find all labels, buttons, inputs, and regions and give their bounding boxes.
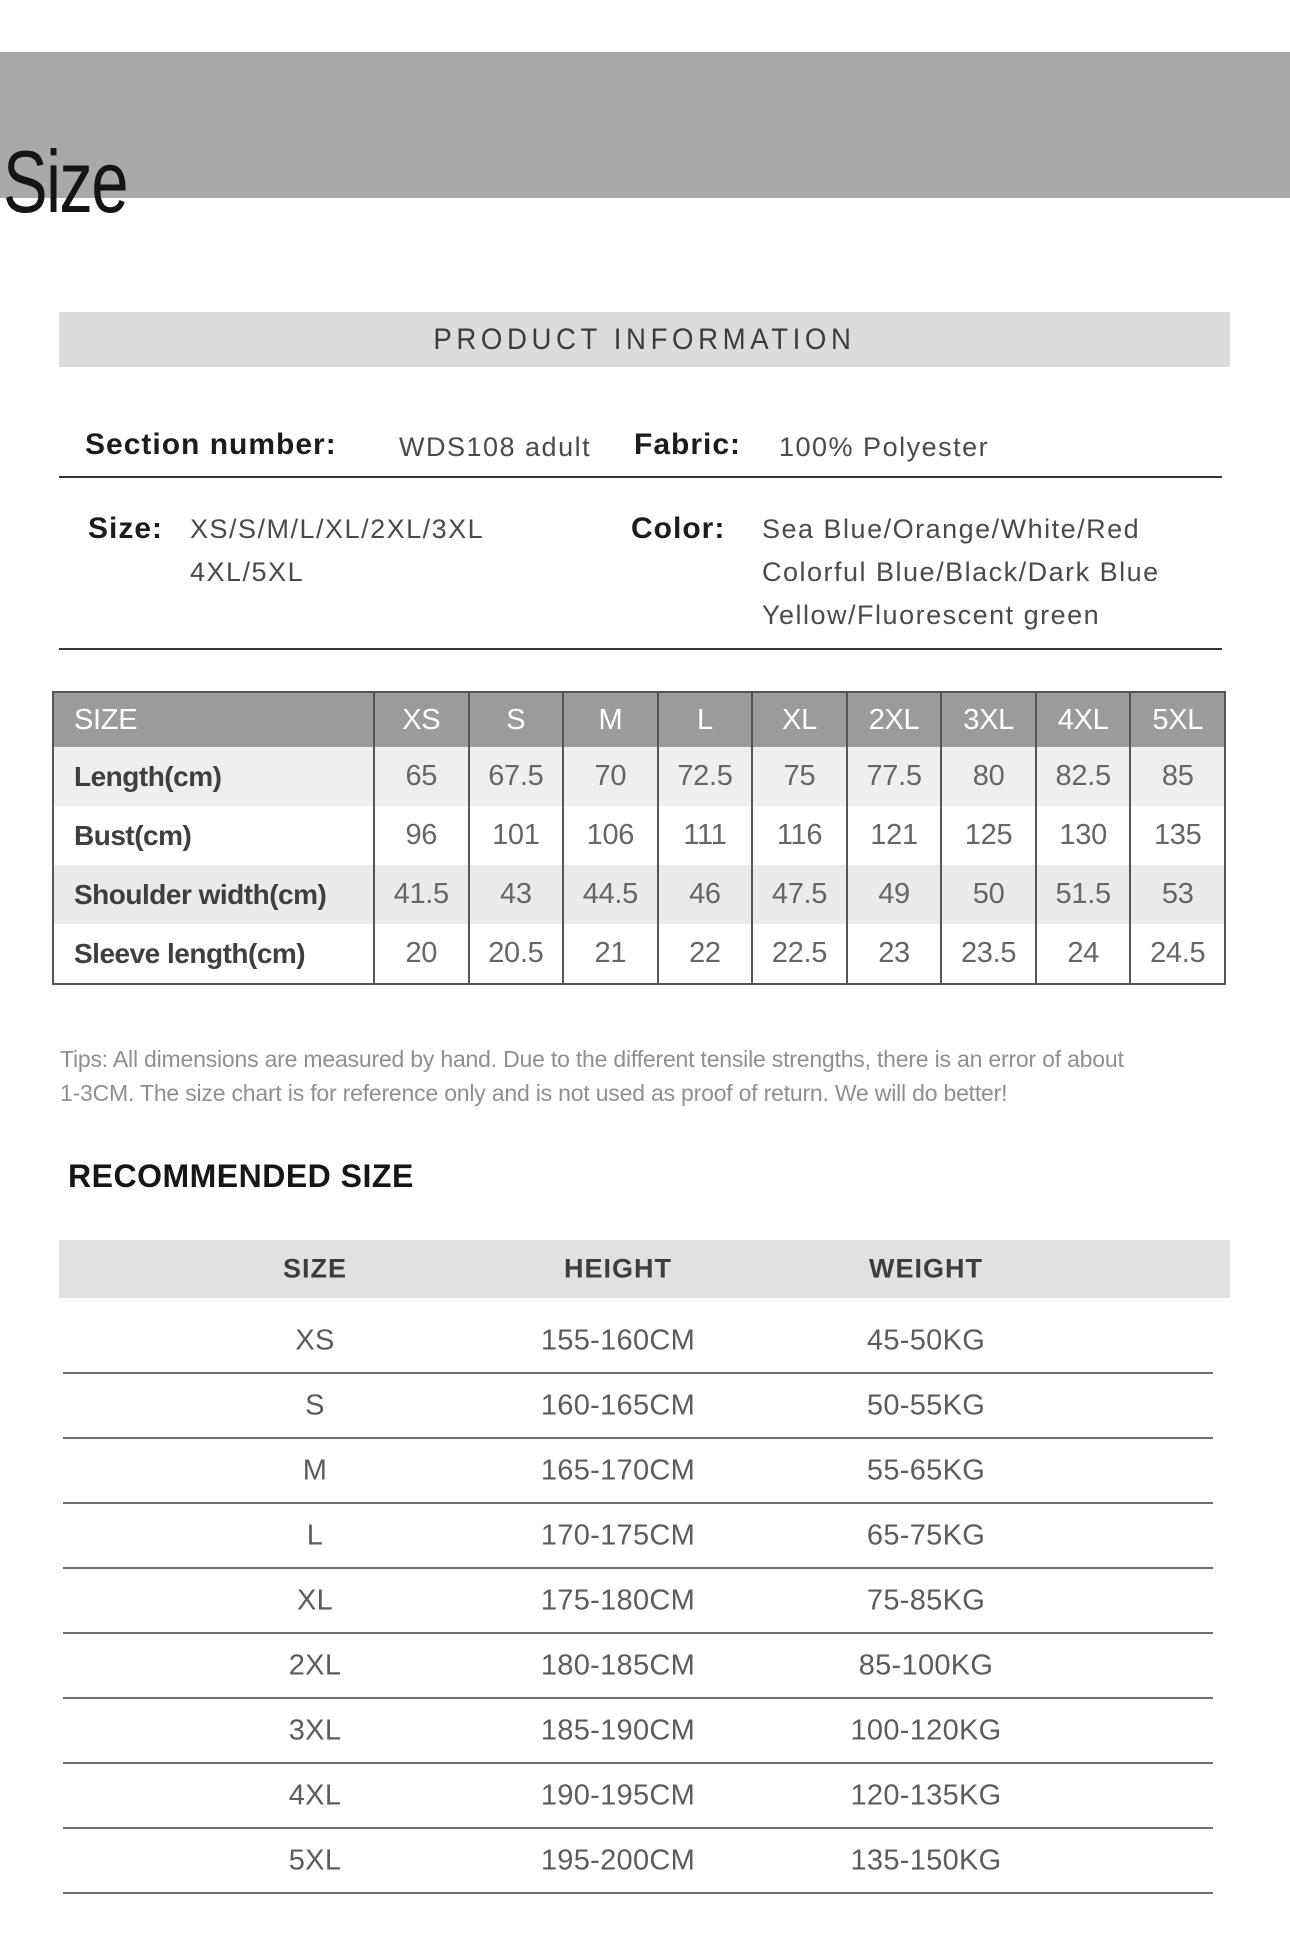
size-table-cell: 135 bbox=[1129, 806, 1224, 865]
rec-cell-height: 180-185CM bbox=[540, 1649, 696, 1681]
size-table-header-cell: 2XL bbox=[846, 693, 941, 747]
size-table-cell: 67.5 bbox=[468, 747, 563, 806]
size-table-cell: 106 bbox=[562, 806, 657, 865]
size-table-header-cell: XS bbox=[373, 693, 468, 747]
size-table-cell: 125 bbox=[940, 806, 1035, 865]
size-table-cell: 111 bbox=[657, 806, 752, 865]
size-table-cell: 121 bbox=[846, 806, 941, 865]
size-table-cell: 20 bbox=[373, 924, 468, 983]
divider-line-2 bbox=[59, 648, 1222, 650]
recommended-size-title: RECOMMENDED SIZE bbox=[68, 1158, 414, 1194]
rec-cell-size: S bbox=[305, 1389, 325, 1421]
section-number-label: Section number: bbox=[85, 428, 337, 461]
rec-cell-weight: 50-55KG bbox=[866, 1389, 986, 1421]
rec-cell-size: XS bbox=[295, 1324, 335, 1356]
size-measurements-table bbox=[52, 691, 1226, 985]
size-table-cell: 49 bbox=[846, 865, 941, 924]
rec-cell-height: 190-195CM bbox=[540, 1779, 696, 1811]
rec-header-weight: WEIGHT bbox=[869, 1253, 983, 1284]
size-table-row-label: Bust(cm) bbox=[54, 806, 373, 865]
rec-cell-height: 165-170CM bbox=[540, 1454, 696, 1486]
color-value-line: Yellow/Fluorescent green bbox=[762, 600, 1101, 630]
size-table-cell: 44.5 bbox=[562, 865, 657, 924]
size-table-header-cell: S bbox=[468, 693, 563, 747]
size-table-header-cell: 5XL bbox=[1129, 693, 1224, 747]
rec-table-row bbox=[63, 1504, 1213, 1569]
size-table-row-label: Length(cm) bbox=[54, 747, 373, 806]
rec-header-height: HEIGHT bbox=[563, 1253, 673, 1284]
size-table-cell: 22 bbox=[657, 924, 752, 983]
size-table-cell: 116 bbox=[751, 806, 846, 865]
rec-cell-size: XL bbox=[296, 1584, 334, 1616]
product-information-bar bbox=[59, 312, 1230, 367]
rec-cell-size: M bbox=[302, 1454, 328, 1486]
size-table-cell: 80 bbox=[940, 747, 1035, 806]
rec-cell-size: 3XL bbox=[288, 1714, 342, 1746]
size-table-cell: 22.5 bbox=[751, 924, 846, 983]
rec-cell-weight: 45-50KG bbox=[866, 1324, 986, 1356]
size-table-cell: 77.5 bbox=[846, 747, 941, 806]
size-table-header-cell: M bbox=[562, 693, 657, 747]
recommended-table-body bbox=[63, 1309, 1213, 1894]
size-table-row-label: Shoulder width(cm) bbox=[54, 865, 373, 924]
fabric-value: 100% Polyester bbox=[779, 432, 990, 462]
rec-cell-size: 5XL bbox=[288, 1844, 342, 1876]
rec-cell-size: 4XL bbox=[288, 1779, 342, 1811]
tips-line: Tips: All dimensions are measured by hand. Due to the different tensile strengths, there is an error of about bbox=[60, 1046, 1124, 1072]
color-label: Color: bbox=[631, 512, 726, 545]
rec-cell-size: 2XL bbox=[288, 1649, 342, 1681]
rec-cell-height: 160-165CM bbox=[540, 1389, 696, 1421]
fabric-label: Fabric: bbox=[634, 428, 742, 461]
size-table-cell: 23.5 bbox=[940, 924, 1035, 983]
rec-cell-height: 195-200CM bbox=[540, 1844, 696, 1876]
size-table-cell: 53 bbox=[1129, 865, 1224, 924]
rec-cell-weight: 85-100KG bbox=[858, 1649, 994, 1681]
size-table-cell: 96 bbox=[373, 806, 468, 865]
page-title: Size bbox=[3, 132, 128, 231]
rec-table-row bbox=[63, 1439, 1213, 1504]
size-table-cell: 101 bbox=[468, 806, 563, 865]
size-table-header-cell: 3XL bbox=[940, 693, 1035, 747]
tips-text bbox=[60, 1042, 1220, 1110]
size-table-cell: 50 bbox=[940, 865, 1035, 924]
color-value-line: Sea Blue/Orange/White/Red bbox=[762, 514, 1141, 544]
size-table-cell: 20.5 bbox=[468, 924, 563, 983]
size-table-header-cell: L bbox=[657, 693, 752, 747]
rec-cell-height: 185-190CM bbox=[540, 1714, 696, 1746]
tips-line: 1-3CM. The size chart is for reference only and is not used as proof of return. We will do better! bbox=[60, 1080, 1008, 1106]
recommended-table-header bbox=[59, 1240, 1230, 1298]
rec-table-row bbox=[63, 1634, 1213, 1699]
size-table-cell: 21 bbox=[562, 924, 657, 983]
size-table-cell: 82.5 bbox=[1035, 747, 1130, 806]
size-value-line: XS/S/M/L/XL/2XL/3XL bbox=[190, 514, 485, 544]
rec-header-size: SIZE bbox=[282, 1253, 348, 1284]
divider-line-1 bbox=[59, 476, 1222, 478]
color-value bbox=[762, 508, 1160, 637]
size-table-cell: 130 bbox=[1035, 806, 1130, 865]
color-value-line: Colorful Blue/Black/Dark Blue bbox=[762, 557, 1160, 587]
rec-cell-height: 175-180CM bbox=[540, 1584, 696, 1616]
size-table-cell: 51.5 bbox=[1035, 865, 1130, 924]
size-table-cell: 85 bbox=[1129, 747, 1224, 806]
size-table-cell: 24.5 bbox=[1129, 924, 1224, 983]
rec-table-row bbox=[63, 1569, 1213, 1634]
size-value bbox=[190, 508, 484, 594]
size-table-cell: 43 bbox=[468, 865, 563, 924]
rec-cell-weight: 100-120KG bbox=[850, 1714, 1002, 1746]
page-header-band bbox=[0, 52, 1290, 231]
rec-cell-weight: 75-85KG bbox=[866, 1584, 986, 1616]
size-table-cell: 24 bbox=[1035, 924, 1130, 983]
size-table-cell: 47.5 bbox=[751, 865, 846, 924]
size-table-cell: 65 bbox=[373, 747, 468, 806]
rec-table-row bbox=[63, 1699, 1213, 1764]
size-table-cell: 41.5 bbox=[373, 865, 468, 924]
size-label: Size: bbox=[88, 512, 164, 545]
rec-cell-size: L bbox=[306, 1519, 324, 1551]
rec-cell-weight: 135-150KG bbox=[850, 1844, 1002, 1876]
rec-cell-weight: 120-135KG bbox=[850, 1779, 1002, 1811]
size-table-cell: 46 bbox=[657, 865, 752, 924]
size-table-cell: 72.5 bbox=[657, 747, 752, 806]
rec-cell-weight: 55-65KG bbox=[866, 1454, 986, 1486]
rec-table-row bbox=[63, 1374, 1213, 1439]
size-table-header-size: SIZE bbox=[54, 693, 373, 747]
size-table-header-cell: 4XL bbox=[1035, 693, 1130, 747]
size-table-header-cell: XL bbox=[751, 693, 846, 747]
rec-table-row bbox=[63, 1764, 1213, 1829]
size-table-cell: 23 bbox=[846, 924, 941, 983]
rec-cell-height: 155-160CM bbox=[540, 1324, 696, 1356]
size-table-cell: 75 bbox=[751, 747, 846, 806]
rec-table-row bbox=[63, 1829, 1213, 1894]
product-information-title: PRODUCT INFORMATION bbox=[433, 322, 856, 356]
size-value-line: 4XL/5XL bbox=[190, 557, 305, 587]
section-number-value: WDS108 adult bbox=[399, 432, 592, 462]
size-table-row-label: Sleeve length(cm) bbox=[54, 924, 373, 983]
rec-cell-height: 170-175CM bbox=[540, 1519, 696, 1551]
rec-table-row bbox=[63, 1309, 1213, 1374]
size-table-cell: 70 bbox=[562, 747, 657, 806]
rec-cell-weight: 65-75KG bbox=[866, 1519, 986, 1551]
